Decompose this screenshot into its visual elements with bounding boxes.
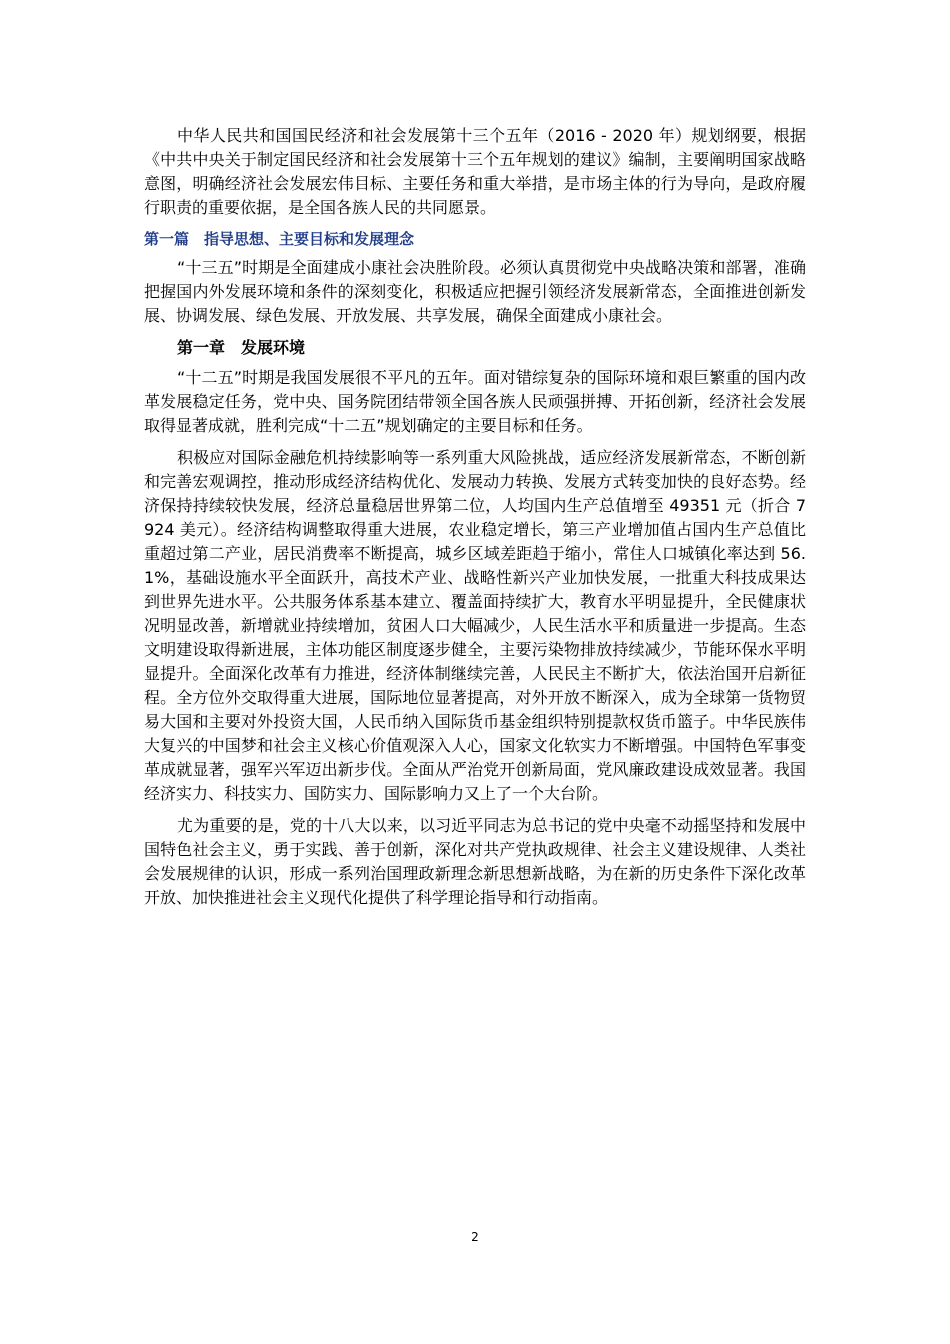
part-paragraph: “十三五”时期是全面建成小康社会决胜阶段。必须认真贯彻党中央战略决策和部署，准确把握国内外发展环境和条件的深刻变化，积极适应把握引领经济发展新常态，全面推进创新发展、协调发展、绿色发展、开放发展、共享发展，确保全面建成小康社会。 bbox=[144, 258, 806, 325]
body-paragraph-1: “十二五”时期是我国发展很不平凡的五年。面对错综复杂的国际环境和艰巨繁重的国内改革发展稳定任务，党中央、国务院团结带领全国各族人民顽强拼搏、开拓创新，经济社会发展取得显著成就，胜利完成“十二五”规划确定的主要目标和任务。 bbox=[144, 368, 806, 435]
body-paragraph-2: 积极应对国际金融危机持续影响等一系列重大风险挑战，适应经济发展新常态，不断创新和完善宏观调控，推动形成经济结构优化、发展动力转换、发展方式转变加快的良好态势。经济保持持续较快发展，经济总量稳居世界第二位，人均国内生产总值增至 49351 元（折合 7924 美元）。经济结构调整取得重大进展，农业稳定增长，第三产业增加值占国内生产总值比重超过第二产业，居民消费率不断提高，城乡区域差距趋于缩小，常住人口城镇化率达到 56.1%，基础设施水平全面跃升，高技术产业、战略性新兴产业加快发展，一批重大科技成果达到世界先进水平。公共服务体系基本建立、覆盖面持续扩大，教育水平明显提升，全民健康状况明显改善，新增就业持续增加，贫困人口大幅减少，人民生活水平和质量进一步提高。生态文明建设取得新进展，主体功能区制度逐步健全，主要污染物排放持续减少，节能环保水平明显提升。全面深化改革有力推进，经济体制继续完善，人民民主不断扩大，依法治国开启新征程。全方位外交取得重大进展，国际地位显著提高，对外开放不断深入，成为全球第一货物贸易大国和主要对外投资大国，人民币纳入国际货币基金组织特别提款权货币篮子。中华民族伟大复兴的中国梦和社会主义核心价值观深入人心，国家文化软实力不断增强。中国特色军事变革成就显著，强军兴军迈出新步伐。全面从严治党开创新局面，党风廉政建设成效显著。我国经济实力、科技实力、国防实力、国际影响力又上了一个大台阶。 bbox=[144, 448, 806, 803]
intro-paragraph: 中华人民共和国国民经济和社会发展第十三个五年（2016 - 2020 年）规划纲要，根据《中共中央关于制定国民经济和社会发展第十三个五年规划的建议》编制，主要阐明国家战略意图，明确经济社会发展宏伟目标、主要任务和重大举措，是市场主体的行为导向，是政府履行职责的重要依据，是全国各族人民的共同愿景。 bbox=[144, 126, 806, 217]
body-paragraph-3: 尤为重要的是，党的十八大以来，以习近平同志为总书记的党中央毫不动摇坚持和发展中国特色社会主义，勇于实践、善于创新，深化对共产党执政规律、社会主义建设规律、人类社会发展规律的认识，形成一系列治国理政新理念新思想新战略，为在新的历史条件下深化改革开放、加快推进社会主义现代化提供了科学理论指导和行动指南。 bbox=[144, 816, 806, 907]
chapter-heading: 第一章 发展环境 bbox=[177, 338, 306, 357]
page-number: 2 bbox=[471, 1230, 479, 1244]
document-body bbox=[144, 124, 806, 918]
part-heading: 第一篇 指导思想、主要目标和发展理念 bbox=[144, 230, 415, 248]
